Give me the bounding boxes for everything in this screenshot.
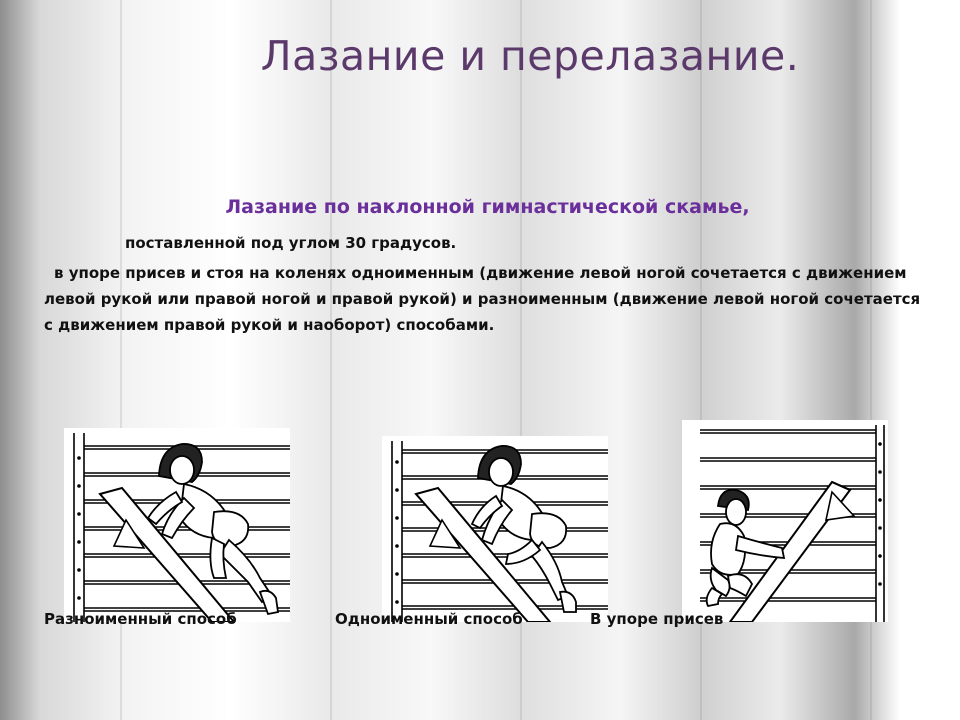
- angle-description: поставленной под углом 30 градусов.: [125, 234, 457, 252]
- caption-alternate-method: Разноименный способ: [44, 610, 237, 628]
- slide-title: Лазание и перелазание.: [260, 32, 800, 80]
- child-climbing-bench-illustration: [64, 428, 290, 622]
- child-climbing-bench-illustration: [382, 436, 608, 622]
- method-description: в упоре присев и стоя на коленях одноименным (движение левой ногой сочетается с движением левой рукой или правой ногой и правой рукой) и разноименным (движение левой ногой сочетается с движением правой рукой и наоборот) способами.: [44, 264, 921, 334]
- figure-crouch-support: [682, 420, 888, 622]
- curtain-fold: [330, 0, 332, 720]
- figure-same-side-method: [382, 436, 608, 622]
- caption-same-side-method: Одноименный способ: [335, 610, 523, 628]
- figure-alternate-method: [64, 428, 290, 622]
- child-climbing-bench-illustration: [682, 420, 888, 622]
- slide-subtitle: Лазание по наклонной гимнастической скамье,: [225, 196, 750, 218]
- caption-crouch-support: В упоре присев: [590, 610, 724, 628]
